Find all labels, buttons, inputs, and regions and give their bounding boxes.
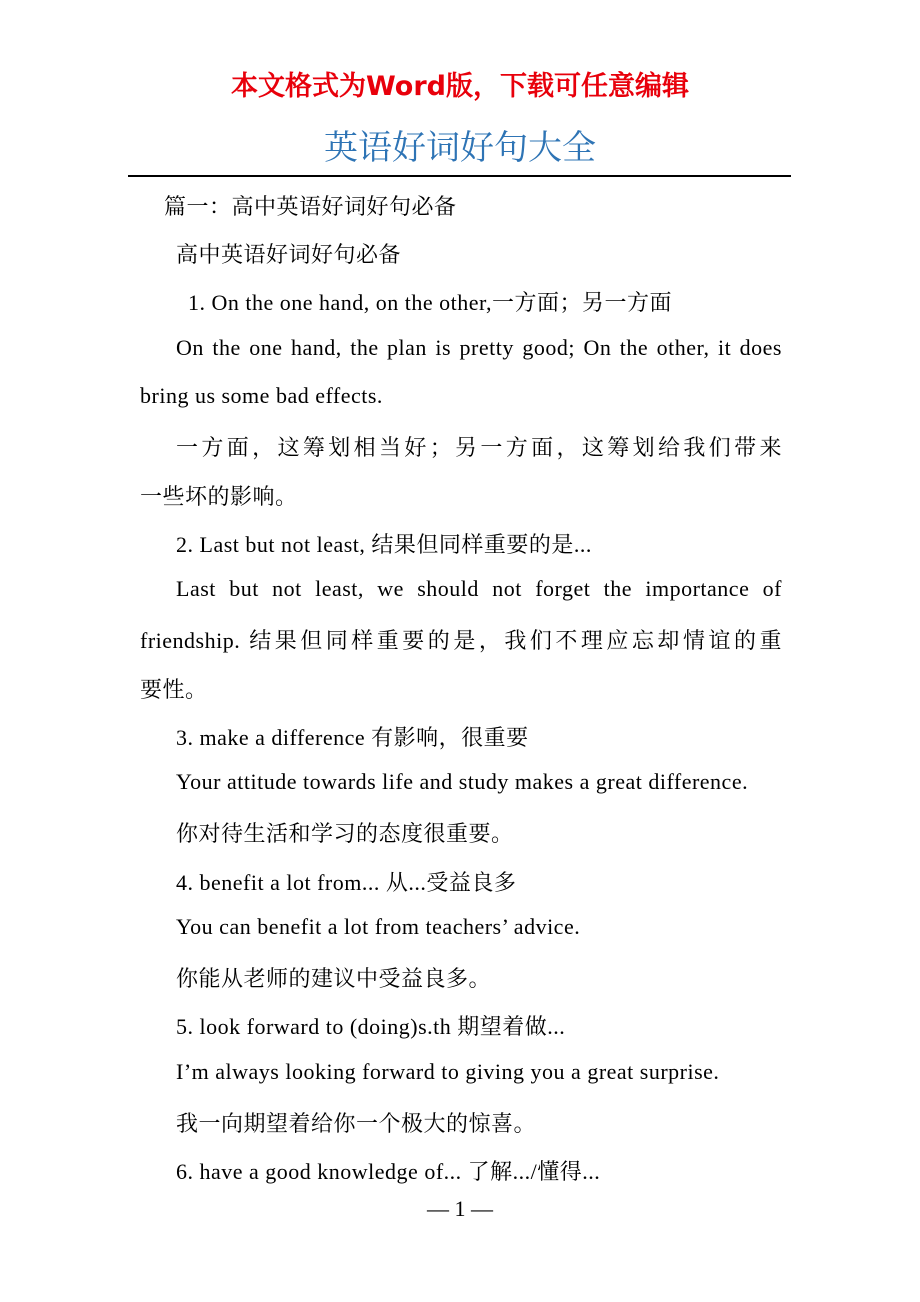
section-heading: 篇一：高中英语好词好句必备 xyxy=(164,194,457,219)
translation: 你能从老师的建议中受益良多。 xyxy=(176,966,492,991)
example-sentence: You can benefit a lot from teachers’ advice. xyxy=(176,914,581,939)
document-title: 英语好词好句大全 xyxy=(324,128,596,168)
example-sentence: friendship. 结果但同样重要的是，我们不理应忘却情谊的重 xyxy=(140,628,782,653)
entry-heading: 1. On the one hand, on the other,一方面；另一方面 xyxy=(188,290,672,315)
example-sentence: Your attitude towards life and study makes a great difference. xyxy=(176,769,749,794)
example-sentence: I’m always looking forward to giving you a great surprise. xyxy=(176,1059,720,1084)
entry-heading: 3. make a difference 有影响，很重要 xyxy=(176,725,529,750)
translation: 要性。 xyxy=(140,677,208,702)
translation: 我一向期望着给你一个极大的惊喜。 xyxy=(176,1111,537,1136)
example-sentence: bring us some bad effects. xyxy=(140,383,383,408)
entry-heading: 4. benefit a lot from... 从...受益良多 xyxy=(176,870,517,895)
entry-heading: 5. look forward to (doing)s.th 期望着做... xyxy=(176,1014,566,1039)
entry-heading: 2. Last but not least, 结果但同样重要的是... xyxy=(176,532,592,557)
subheading: 高中英语好词好句必备 xyxy=(176,242,402,267)
example-sentence: Last but not least, we should not forget the importance of xyxy=(176,576,782,601)
entry-heading: 6. have a good knowledge of... 了解.../懂得... xyxy=(176,1159,601,1184)
format-banner: 本文格式为Word版，下载可任意编辑 xyxy=(230,71,689,102)
example-sentence: On the one hand, the plan is pretty good; On the other, it does xyxy=(176,335,782,360)
title-rule xyxy=(128,175,791,177)
translation: 你对待生活和学习的态度很重要。 xyxy=(176,821,514,846)
page-number: — 1 — xyxy=(427,1196,493,1221)
translation: 一方面，这筹划相当好；另一方面，这筹划给我们带来 xyxy=(176,435,782,460)
translation: 一些坏的影响。 xyxy=(140,484,298,509)
